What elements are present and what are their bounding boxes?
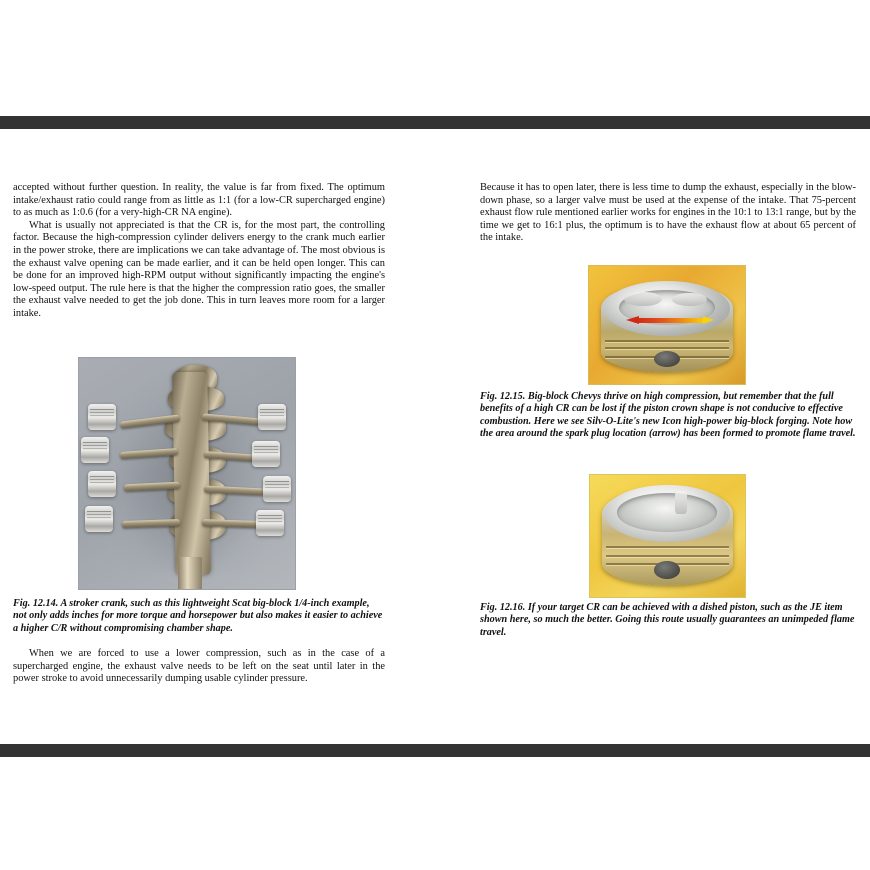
crankshaft-snout: [178, 557, 202, 590]
figure-12-15: [588, 265, 746, 385]
left-paragraph-3: When we are forced to use a lower compression, such as in the case of a supercharged engine, the exhaust valve needs to be left on the seat until later in the power stroke to avoid unnecessarily dumping usable cylinder pressure.: [13, 648, 385, 685]
arrow-tail: [703, 316, 714, 324]
left-paragraph-2: What is usually not appreciated is that the CR is, for the most part, the controlling factor. Because the high-compression cylinder delivers energy to the crank much earlier in the power stroke, there are implications we can take advantage of. The most obvious is the exhaust valve opening can be made earlier, and it can be held open longer. This can be done for an improved high-RPM output without significantly impacting the engine's low-speed output. The rule here is that the higher the compression ratio goes, the smaller the exhaust valve needed to get the job done. This in turn leaves more room for a larger intake.: [13, 219, 385, 319]
ring-groove: [605, 347, 728, 349]
piston: [263, 476, 291, 502]
left-paragraph-1: accepted without further question. In reality, the value is far from fixed. The optimum intake/exhaust ratio could range from as little as 1:1 (for a low-CR supercharged engine) to as much as 1:0.6 (for a very-high-CR NA engine).: [13, 182, 385, 219]
right-text-column: [480, 182, 856, 245]
wrist-pin-bore: [654, 351, 680, 367]
je-piston-photo: [589, 474, 746, 598]
piston-body: [602, 487, 732, 585]
ring-groove: [605, 340, 728, 342]
right-paragraph-1: Because it has to open later, there is less time to dump the exhaust, especially in the blow-down phase, so a larger valve must be used at the expense of the intake. That 75-percent exhaust flow rule mentioned earlier works for engines in the 10:1 to 13:1 range, but by the time we get to 16:1 plus, the optimum is to have the exhaust flow at about 65 percent of the intake.: [480, 182, 856, 244]
figure-12-16: [589, 474, 746, 598]
arrow-shaft: [637, 318, 705, 323]
valve-relief: [675, 491, 687, 514]
piston-crown-dish: [617, 493, 717, 531]
crankshaft-photo: [78, 357, 296, 590]
page-top-rail: [0, 116, 870, 129]
piston-body: [601, 283, 732, 373]
figure-12-16-caption: Fig. 12.16. If your target CR can be achieved with a dished piston, such as the JE item shown here, so much the better. Going this route usually guarantees an unimpeded flame travel.: [480, 602, 855, 638]
piston-crown: [604, 281, 730, 337]
piston: [88, 471, 116, 497]
piston: [252, 441, 280, 467]
piston-crown: [605, 485, 730, 542]
flame-travel-arrow-icon: [626, 316, 713, 325]
wrist-pin-bore: [654, 561, 680, 579]
piston: [85, 506, 113, 532]
figure-12-14: [78, 357, 296, 590]
figure-12-14-caption: Fig. 12.14. A stroker crank, such as this lightweight Scat big-block 1/4-inch example, not only adds inches for more torque and horsepower but also makes it easier to achieve a higher C/R without compromising chamber shape.: [13, 598, 383, 634]
ring-groove: [606, 555, 728, 557]
piston: [256, 510, 284, 536]
left-text-column: [13, 182, 385, 321]
left-text-column-continued: [13, 648, 385, 686]
crankshaft-main-journal: [172, 372, 210, 576]
page-bottom-rail: [0, 744, 870, 757]
piston: [258, 404, 286, 430]
piston: [81, 437, 109, 463]
ring-groove: [606, 546, 728, 548]
figure-12-15-caption: Fig. 12.15. Big-block Chevys thrive on high compression, but remember that the full benefits of a high CR can be lost if the piston crown shape is not conducive to effective combustion. Here we see Silv-O-Lite's new Icon high-power big-block forging. Note how the area around the spark plug location (arrow) has been formed to promote flame travel.: [480, 391, 856, 440]
piston: [88, 404, 116, 430]
icon-piston-photo: [588, 265, 746, 385]
